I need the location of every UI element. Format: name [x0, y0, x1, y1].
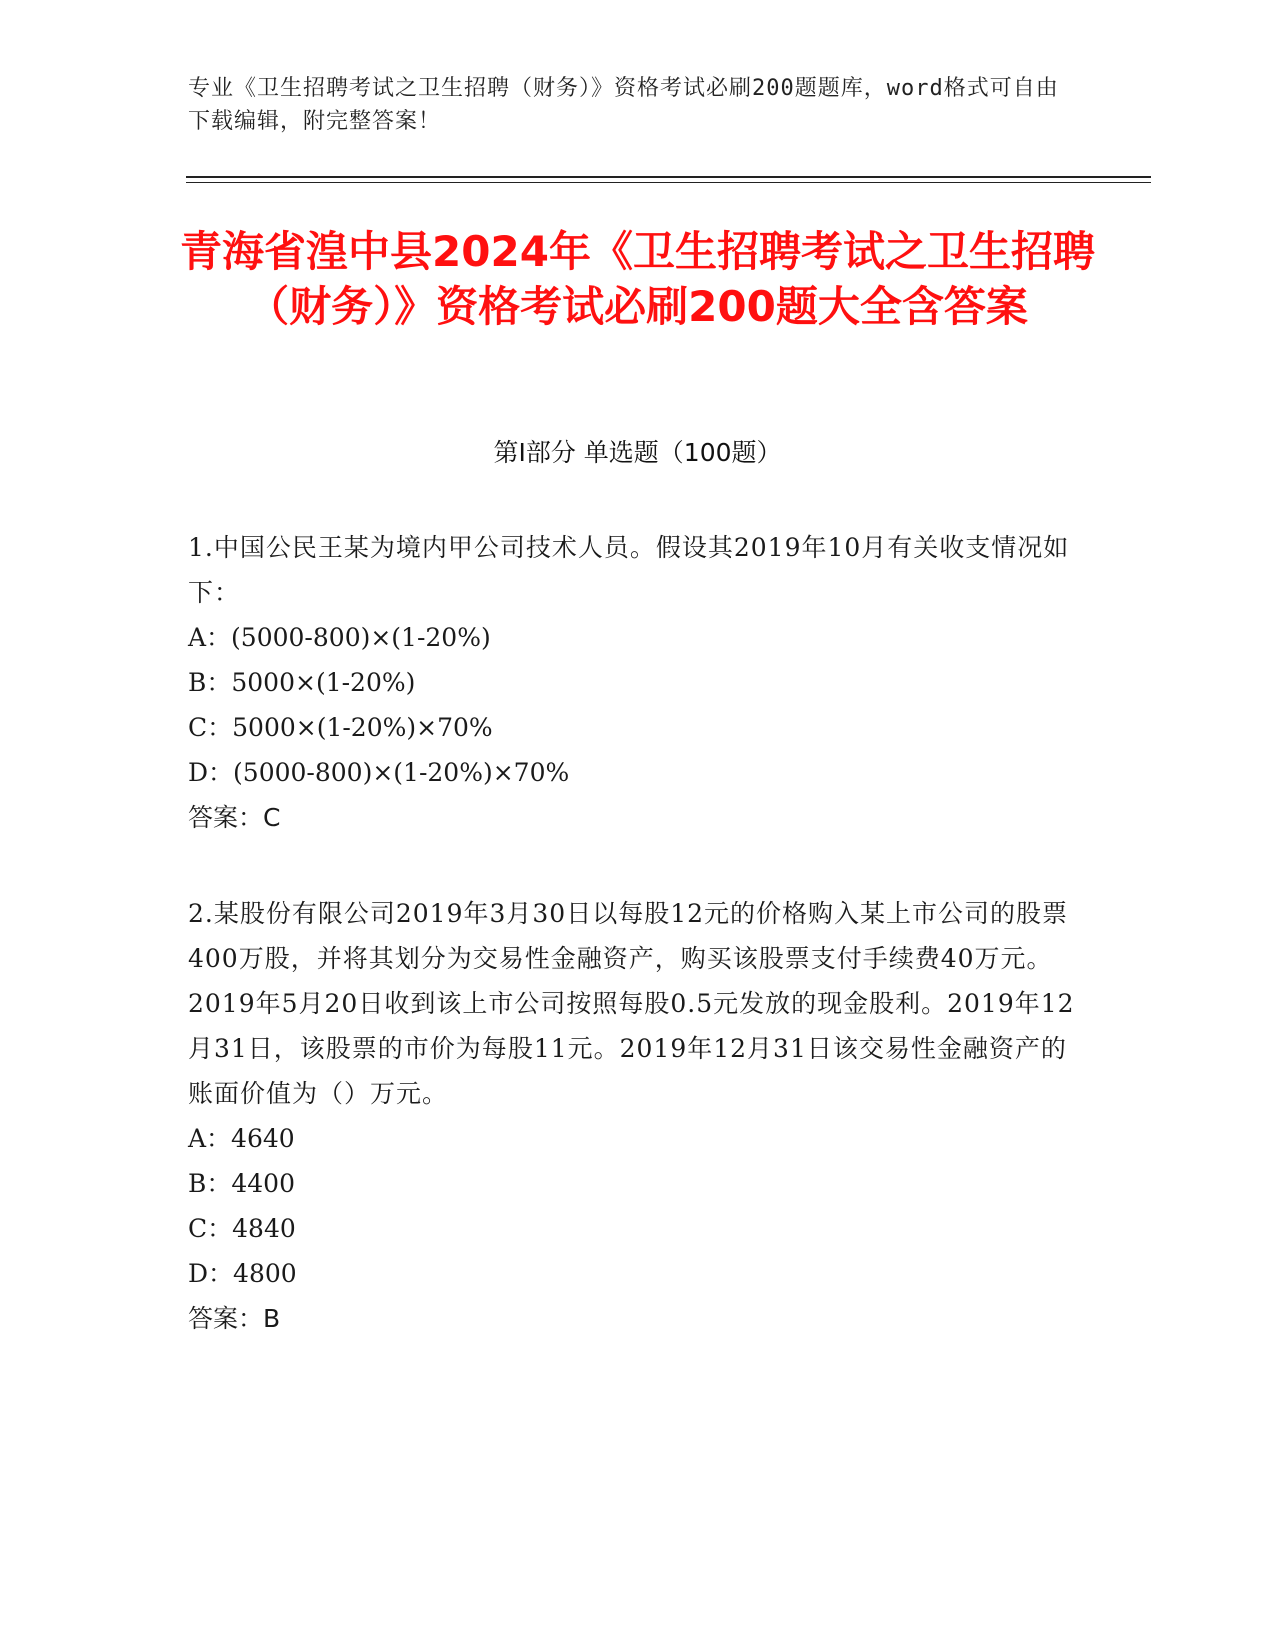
option-d: D：4800 — [188, 1259, 297, 1288]
header-divider-thick — [186, 176, 1151, 178]
question-2 — [188, 891, 1088, 1341]
option-a: A：(5000-800)×(1-20%) — [188, 623, 491, 652]
section-title: 第Ⅰ部分 单选题（100题） — [493, 438, 782, 467]
option-d: D：(5000-800)×(1-20%)×70% — [188, 758, 570, 787]
option-b: B：5000×(1-20%) — [188, 668, 416, 697]
option-c: C：4840 — [188, 1214, 296, 1243]
option-a: A：4640 — [188, 1124, 295, 1153]
question-stem: 2.某股份有限公司2019年3月30日以每股12元的价格购入某上市公司的股票400万股，并将其划分为交易性金融资产，购买该股票支付手续费40万元。2019年5月20日收到该上市公司按照每股0.5元发放的现金股利。2019年12月31日，该股票的市价为每股11元。2019年12月31日该交易性金融资产的账面价值为（）万元。 — [188, 899, 1075, 1108]
header-note: 专业《卫生招聘考试之卫生招聘（财务）》资格考试必刷200题题库，word格式可自由下载编辑，附完整答案！ — [188, 76, 1059, 134]
answer-label: 答案：B — [188, 1304, 281, 1333]
question-1 — [188, 525, 1088, 840]
option-c: C：5000×(1-20%)×70% — [188, 713, 493, 742]
answer-label: 答案：C — [188, 803, 281, 832]
header-divider-thin — [186, 182, 1151, 183]
option-b: B：4400 — [188, 1169, 295, 1198]
question-stem: 1.中国公民王某为境内甲公司技术人员。假设其2019年10月有关收支情况如下： — [188, 533, 1070, 607]
document-title: 青海省湟中县2024年《卫生招聘考试之卫生招聘（财务）》资格考试必刷200题大全含答案 — [180, 227, 1095, 331]
